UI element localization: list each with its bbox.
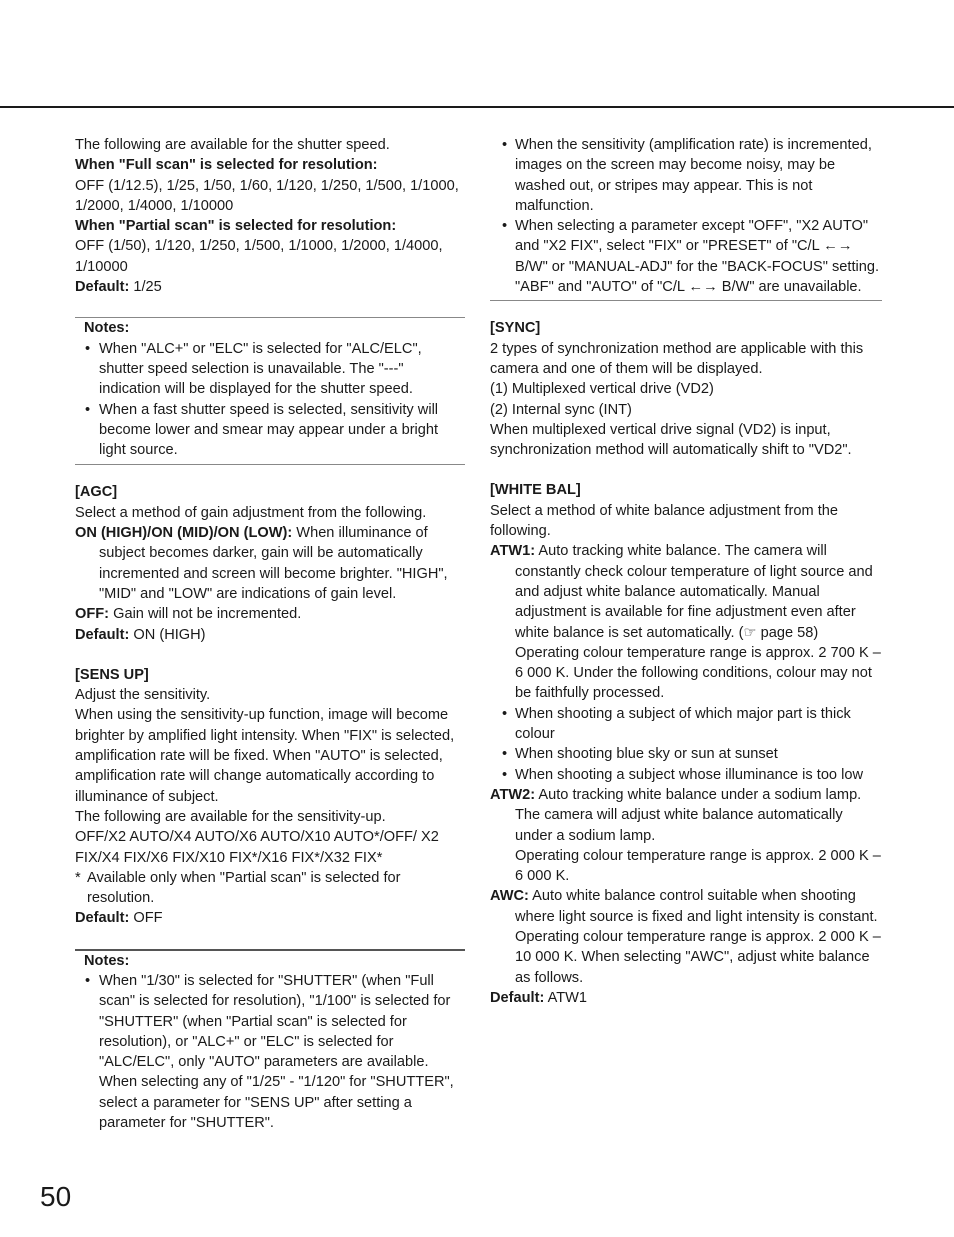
sensup-heading: [SENS UP] (75, 666, 149, 683)
awc (490, 886, 882, 987)
notes-box-sensup (75, 949, 465, 1134)
default-value: 1/25 (129, 279, 162, 296)
footnote-text: Available only when "Partial scan" is selected for resolution. (87, 869, 401, 907)
page-number: 50 (40, 1181, 72, 1212)
atw2-range: Operating colour temperature range is approx. 2 000 K – 6 000 K. (515, 847, 881, 885)
agc-intro: Select a method of gain adjustment from the following. (75, 504, 427, 521)
default-label: Default: (75, 626, 130, 643)
default-label: Default: (490, 989, 545, 1006)
default-value: ATW1 (544, 989, 588, 1006)
awc-label: AWC: (490, 888, 529, 905)
default-value: OFF (129, 910, 163, 927)
left-column (75, 135, 465, 1133)
atw1-range: Operating colour temperature range is approx. 2 700 K – 6 000 K. Under the following conditions, colour may not be faithfully processed. (515, 644, 881, 702)
atw2 (490, 785, 882, 846)
condition-text: When shooting a subject whose illuminance is too low (515, 766, 864, 783)
sync-note: When multiplexed vertical drive signal (VD2) is input, synchronization method will automatically shift to "VD2". (490, 421, 852, 459)
agc-off-text: Gain will not be incremented. (109, 606, 302, 623)
default-label: Default: (75, 279, 130, 296)
sensup-values: OFF/X2 AUTO/X4 AUTO/X6 AUTO/X10 AUTO*/OFF/ X2 FIX/X4 FIX/X6 FIX/X10 FIX*/X16 FIX*/X32 FIX* (75, 829, 439, 866)
atw1-condition (490, 744, 882, 764)
asterisk: * (75, 869, 81, 886)
default-label: Default: (75, 910, 130, 927)
sensup-intro: Adjust the sensitivity. (75, 687, 211, 704)
atw1-text: Auto tracking white balance. The camera will constantly check colour temperature of light source and and adjust white balance automatically. Manual adjustment is available for fine adjustment even after white balance is set automatically. (☞ page 58) (515, 543, 873, 641)
note-item (490, 135, 882, 216)
sensup-body: When using the sensitivity-up function, image will become brighter by amplified light intensity. When "FIX" is selected, amplification rate will be fixed. When "AUTO" is selected, amplification rate will change automatically according to illuminance of subject. (75, 707, 455, 805)
awc-text: Auto white balance control suitable when shooting where light source is fixed and light intensity is constant. Operating colour temperature range is approx. 2 000 K – 10 000 K. When selecting "AWC", adjust white balance as follows. (515, 888, 881, 986)
bullet: • (85, 972, 91, 989)
sensup-footnote (75, 868, 465, 909)
note-item (75, 971, 465, 1133)
notes-box-shutter (75, 317, 465, 465)
note-text: When "1/30" is selected for "SHUTTER" (when "Full scan" is selected for resolution), "1/100" is selected for "SHUTTER" (when "Partial scan" is selected for resolution), or "ALC+" or "ELC" is selected for "ALC/ELC", only "AUTO" parameters are available. When selecting any of "1/25" - "1/120" for "SHUTTER", select a parameter for "SENS UP" after setting a parameter for "SHUTTER". (99, 972, 454, 1132)
partial-scan-label: When "Partial scan" is selected for resolution: (75, 218, 397, 235)
atw1-condition (490, 704, 882, 745)
full-scan-values: OFF (1/12.5), 1/25, 1/50, 1/60, 1/120, 1/250, 1/500, 1/1000, 1/2000, 1/4000, 1/10000 (75, 177, 459, 214)
note-text: When selecting a parameter except "OFF", "X2 AUTO" and "X2 FIX", select "FIX" or "PRESET" of "C/L ←→ B/W" or "MANUAL-ADJ" for the "BACK-FOCUS" setting. "ABF" and "AUTO" of "C/L ←→ B/W" are unavailable. (515, 218, 880, 296)
atw2-text: Auto tracking white balance under a sodium lamp. The camera will adjust white balance automatically under a sodium lamp. (515, 786, 862, 844)
notes-title: Notes: (84, 952, 130, 969)
condition-text: When shooting blue sky or sun at sunset (515, 746, 778, 763)
sync-option-2: (2) Internal sync (INT) (490, 401, 632, 418)
shutter-intro: The following are available for the shutter speed. (75, 137, 390, 153)
condition-text: When shooting a subject of which major part is thick colour (515, 705, 851, 743)
sensup-default (75, 908, 465, 928)
sensup-avail: The following are available for the sensitivity-up. (75, 808, 386, 825)
bullet: • (85, 340, 91, 357)
agc-default (75, 625, 465, 645)
bullet: • (85, 401, 91, 418)
atw1-condition (490, 765, 882, 785)
note-item (490, 216, 882, 300)
right-column (490, 135, 882, 1008)
agc-off (75, 604, 465, 624)
bullet: • (502, 746, 508, 763)
note-item (75, 400, 465, 461)
sync-heading: [SYNC] (490, 320, 541, 337)
wb-intro: Select a method of white balance adjustment from the following. (490, 502, 839, 540)
agc-off-label: OFF: (75, 606, 110, 623)
bullet: • (502, 218, 508, 235)
sync-intro: 2 types of synchronization method are applicable with this camera and one of them will be displayed. (490, 340, 864, 377)
bullet: • (502, 705, 508, 722)
wb-default (490, 988, 882, 1008)
notes-title: Notes: (84, 320, 130, 337)
partial-scan-values: OFF (1/50), 1/120, 1/250, 1/500, 1/1000, 1/2000, 1/4000, 1/10000 (75, 238, 443, 275)
atw1-label: ATW1: (490, 543, 536, 560)
bullet: • (502, 766, 508, 783)
top-rule (0, 106, 954, 108)
full-scan-label: When "Full scan" is selected for resolution: (75, 157, 378, 174)
bullet: • (502, 137, 508, 153)
atw2-label: ATW2: (490, 786, 536, 803)
note-text: When a fast shutter speed is selected, sensitivity will become lower and smear may appear under a bright light source. (99, 401, 439, 459)
agc-on-label: ON (HIGH)/ON (MID)/ON (LOW): (75, 525, 293, 542)
note-text: When "ALC+" or "ELC" is selected for "ALC/ELC", shutter speed selection is unavailable. The "---" indication will be displayed for the shutter speed. (99, 340, 422, 398)
agc-heading: [AGC] (75, 484, 118, 501)
agc-on-text: When illuminance of subject becomes darker, gain will be automatically incremented and screen will become brighter. "HIGH", "MID" and "LOW" are indications of gain level. (99, 525, 448, 602)
atw1 (490, 541, 882, 642)
note-item (75, 339, 465, 400)
wb-heading: [WHITE BAL] (490, 482, 581, 499)
note-text: When the sensitivity (amplification rate) is incremented, images on the screen may become noisy, may be washed out, or stripes may appear. This is not malfunction. (515, 137, 872, 214)
sync-option-1: (1) Multiplexed vertical drive (VD2) (490, 381, 714, 398)
agc-on (75, 523, 465, 604)
default-value: ON (HIGH) (129, 626, 206, 643)
shutter-default (75, 277, 465, 297)
